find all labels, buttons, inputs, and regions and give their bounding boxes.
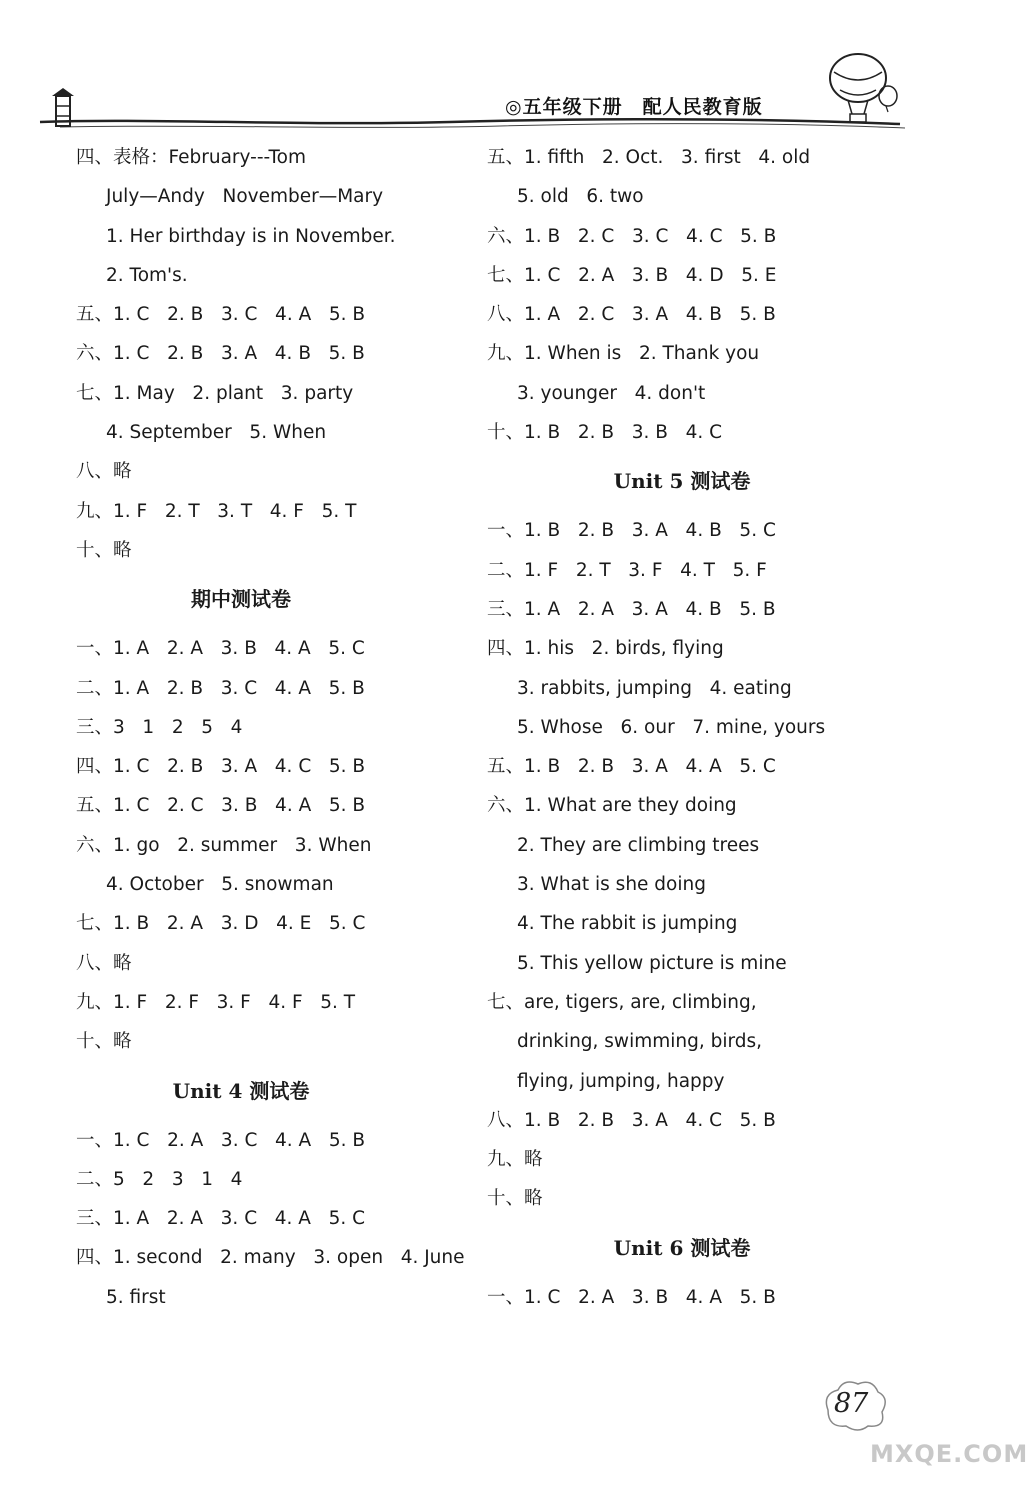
watermark: MXQE.COM	[870, 1440, 1028, 1468]
page-number: 87	[834, 1388, 869, 1419]
answer-line: 八、1. A 2. C 3. A 4. B 5. B	[487, 304, 776, 326]
answer-line: 十、1. B 2. B 3. B 4. C	[487, 422, 723, 444]
answer-line: 四、1. C 2. B 3. A 4. C 5. B	[76, 756, 366, 778]
answer-line: 3. rabbits, jumping 4. eating	[517, 677, 792, 699]
answer-line: 4. October 5. snowman	[106, 874, 334, 896]
answer-line: 五、1. B 2. B 3. A 4. A 5. C	[487, 756, 776, 778]
answer-line: 5. Whose 6. our 7. mine, yours	[517, 716, 826, 738]
section-title: 期中测试卷	[191, 587, 291, 612]
answer-line: 5. first	[106, 1286, 166, 1308]
answer-line: 一、1. C 2. A 3. C 4. A 5. B	[76, 1129, 366, 1151]
left-column	[76, 138, 476, 1317]
section-title: Unit 6 测试卷	[613, 1235, 751, 1260]
answer-line: 十、略	[487, 1188, 543, 1210]
answer-line: 五、1. C 2. B 3. C 4. A 5. B	[76, 304, 366, 326]
answer-line: 4. The rabbit is jumping	[517, 913, 738, 935]
answer-line: 七、1. May 2. plant 3. party	[76, 382, 354, 404]
answer-line: 4. September 5. When	[106, 422, 327, 444]
answer-line: 九、1. F 2. T 3. T 4. F 5. T	[76, 500, 357, 522]
answer-line: 三、1. A 2. A 3. A 4. B 5. B	[487, 598, 776, 620]
answer-line: 六、1. B 2. C 3. C 4. C 5. B	[487, 225, 777, 247]
answer-line: 九、1. When is 2. Thank you	[487, 343, 760, 365]
answer-line: drinking, swimming, birds,	[517, 1031, 763, 1053]
answer-line: flying, jumping, happy	[517, 1070, 725, 1092]
header-title: ◎五年级下册 配人民教育版	[505, 96, 763, 118]
answer-line: 七、1. B 2. A 3. D 4. E 5. C	[76, 913, 366, 935]
answer-line: 十、略	[76, 539, 132, 561]
answer-line: 八、略	[76, 952, 132, 974]
answer-line: 2. They are climbing trees	[517, 834, 760, 856]
answer-line: 五、1. fifth 2. Oct. 3. first 4. old	[487, 147, 811, 168]
answer-line: 六、1. C 2. B 3. A 4. B 5. B	[76, 343, 365, 365]
answer-line: July—Andy November—Mary	[106, 186, 384, 208]
answer-line: 六、1. What are they doing	[487, 795, 737, 817]
answer-line: 七、are, tigers, are, climbing,	[487, 991, 757, 1013]
answer-line: 二、1. F 2. T 3. F 4. T 5. F	[487, 559, 767, 581]
answer-line: 八、略	[76, 461, 132, 483]
header-rule	[40, 119, 900, 124]
answer-line: 九、略	[487, 1149, 543, 1171]
answer-line: 二、1. A 2. B 3. C 4. A 5. B	[76, 677, 365, 699]
answer-line: 五、1. C 2. C 3. B 4. A 5. B	[76, 795, 366, 817]
answer-line: 一、1. B 2. B 3. A 4. B 5. C	[487, 520, 776, 542]
answer-line: 一、1. C 2. A 3. B 4. A 5. B	[487, 1286, 776, 1308]
answer-line: 九、1. F 2. F 3. F 4. F 5. T	[76, 991, 356, 1013]
answer-line: 六、1. go 2. summer 3. When	[76, 834, 372, 856]
answer-line: 5. old 6. two	[517, 186, 644, 208]
answer-line: 四、表格：February---Tom	[76, 147, 306, 168]
answer-line: 3. younger 4. don't	[517, 382, 706, 404]
section-title: Unit 4 测试卷	[172, 1078, 310, 1103]
answer-line: 5. This yellow picture is mine	[517, 952, 787, 974]
answer-line: 2. Tom's.	[106, 264, 188, 286]
answer-line: 七、1. C 2. A 3. B 4. D 5. E	[487, 264, 777, 286]
answer-line: 八、1. B 2. B 3. A 4. C 5. B	[487, 1109, 776, 1131]
answer-line: 3. What is she doing	[517, 874, 706, 896]
answer-line: 一、1. A 2. A 3. B 4. A 5. C	[76, 638, 365, 660]
balloon-icon	[830, 54, 897, 122]
answer-line: 1. Her birthday is in November.	[106, 225, 396, 247]
header-decoration	[0, 60, 1000, 140]
section-title: Unit 5 测试卷	[613, 469, 751, 494]
answer-line: 四、1. his 2. birds, flying	[487, 638, 724, 660]
answer-line: 三、3 1 2 5 4	[76, 716, 243, 738]
right-column	[487, 138, 927, 1317]
answer-line: 四、1. second 2. many 3. open 4. June	[76, 1247, 465, 1269]
answer-line: 二、5 2 3 1 4	[76, 1168, 243, 1190]
answer-line: 十、略	[76, 1031, 132, 1053]
answer-line: 三、1. A 2. A 3. C 4. A 5. C	[76, 1208, 366, 1230]
